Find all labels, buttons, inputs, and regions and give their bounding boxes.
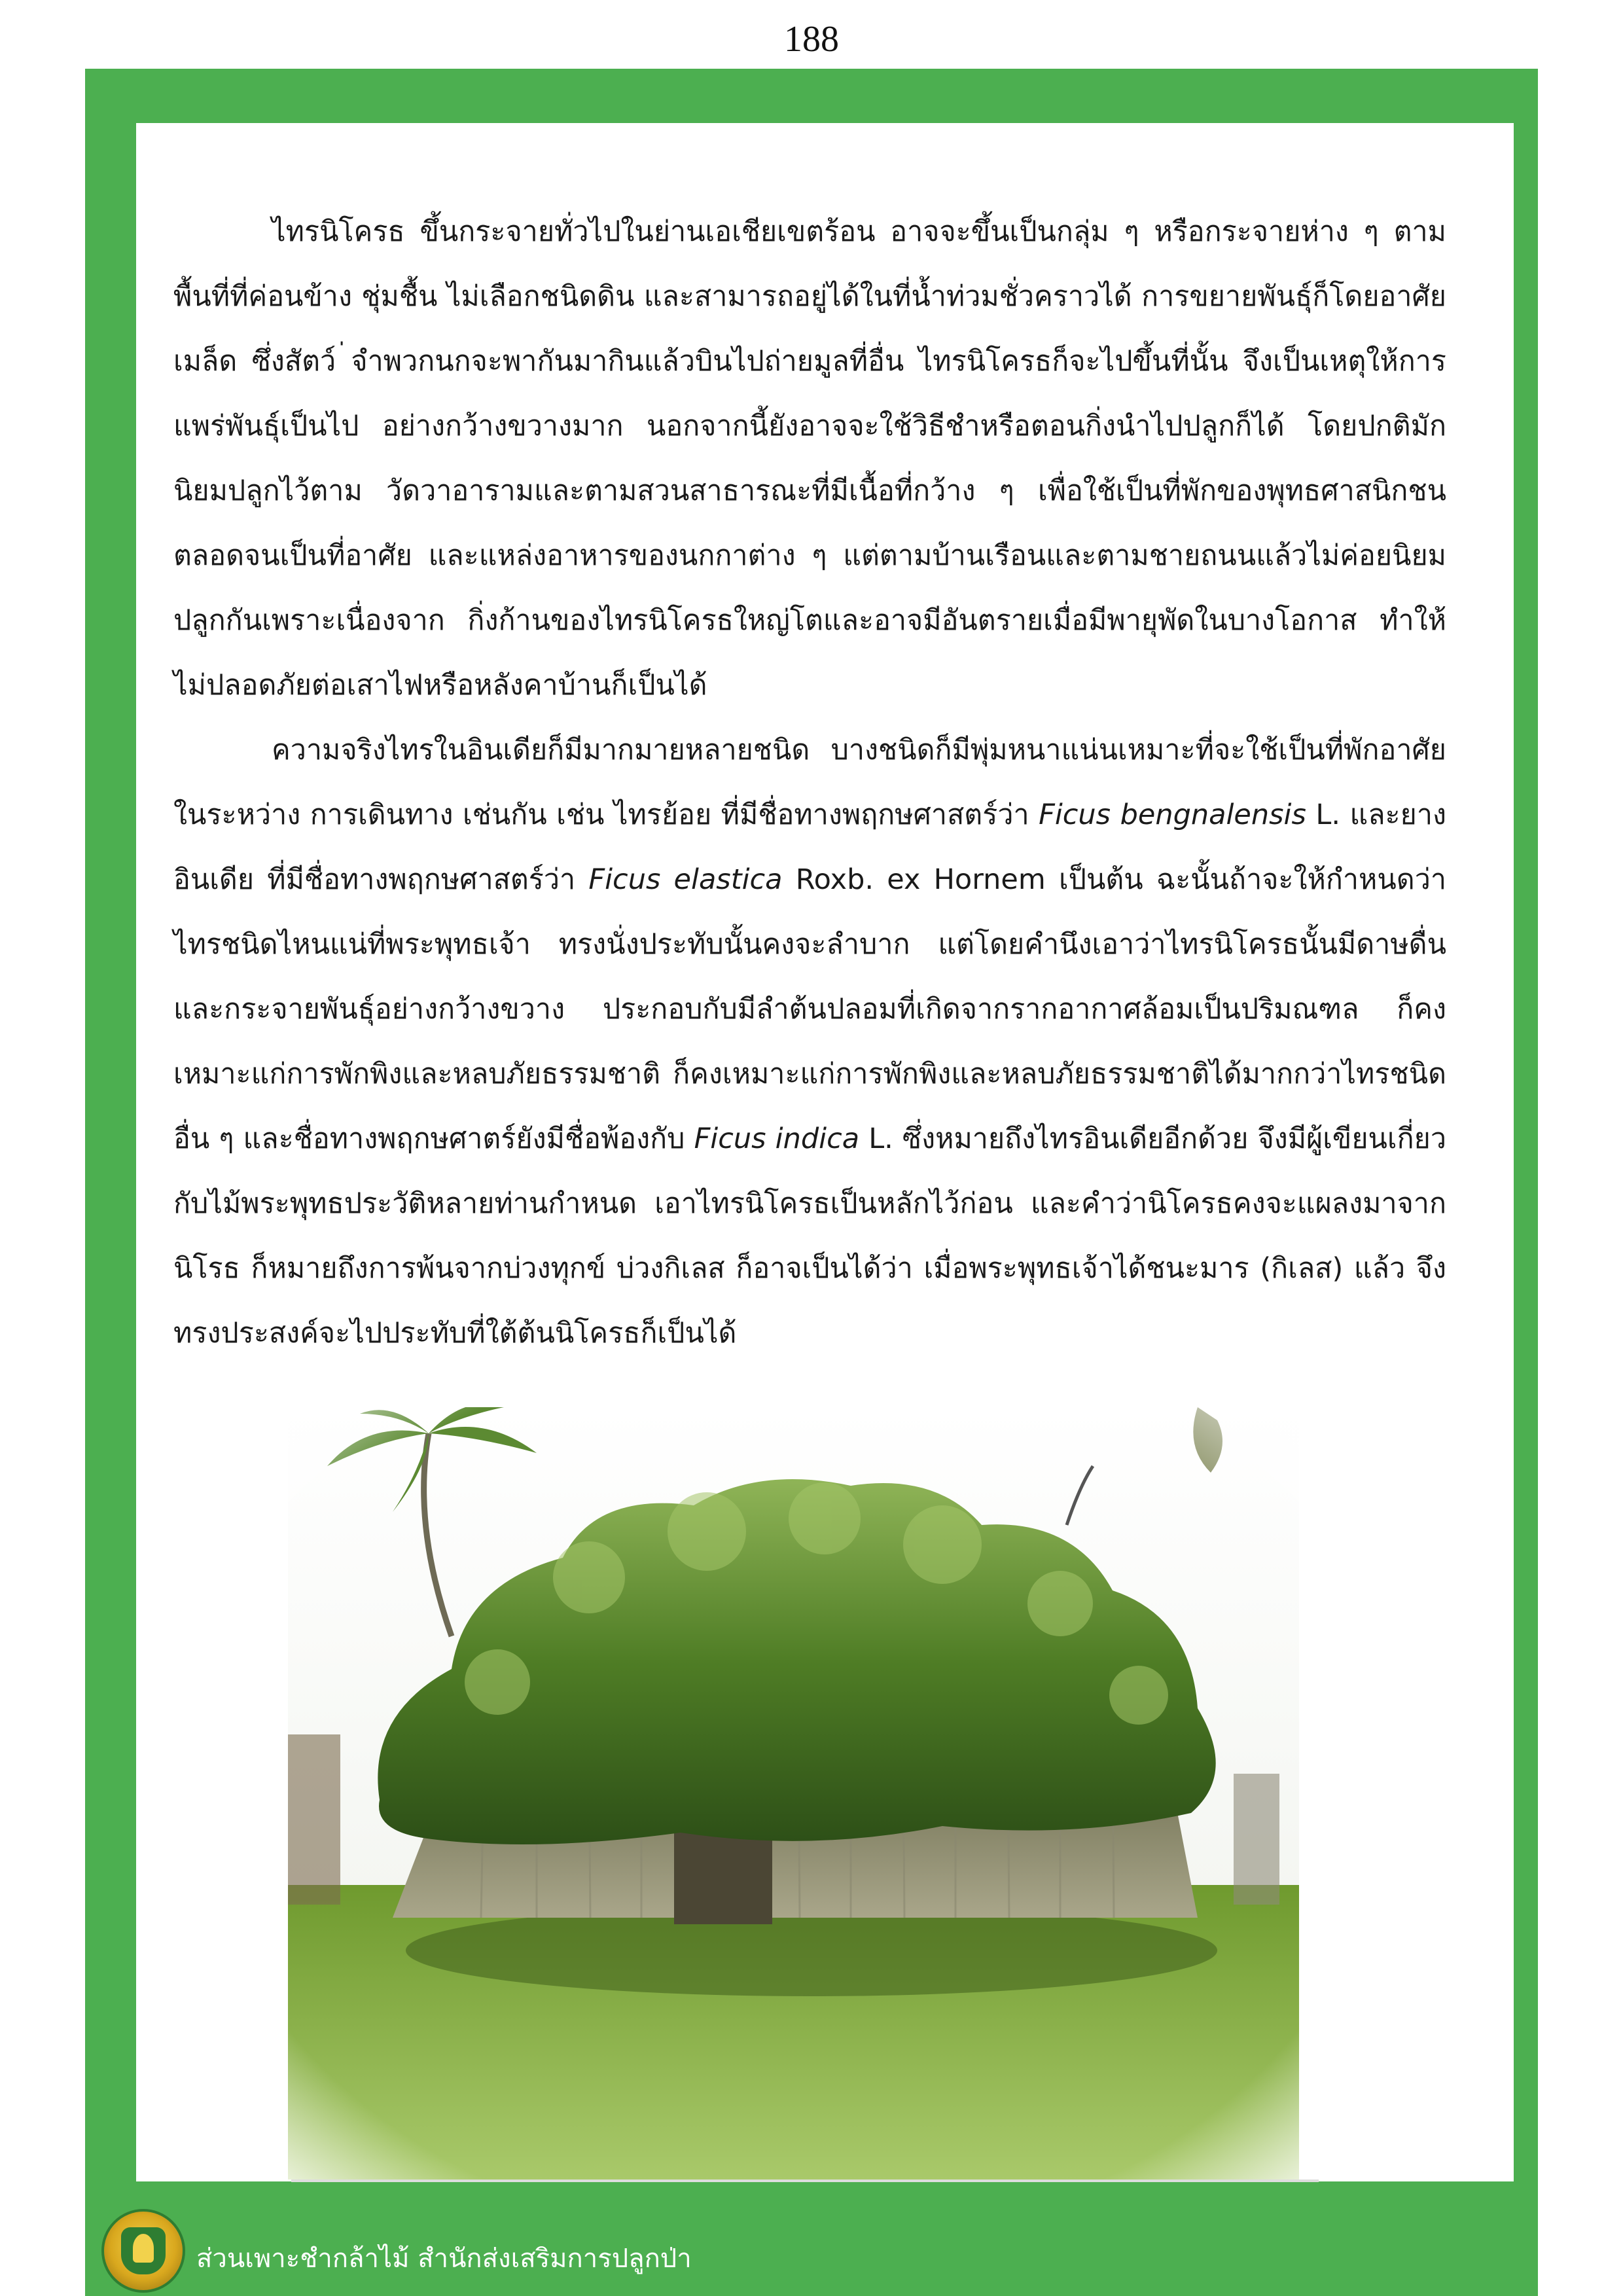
scientific-name-ficus-indica: Ficus indica bbox=[694, 1122, 860, 1155]
main-text bbox=[173, 200, 1446, 1366]
photo-baseline bbox=[291, 2179, 1319, 2182]
scientific-name-ficus-bengnalensis: Ficus bengnalensis bbox=[1039, 798, 1306, 831]
page-number: 188 bbox=[784, 19, 839, 60]
paragraph-2-part-3: Roxb. ex Hornem เป็นต้น ฉะนั้นถ้าจะให้กำหนดว่า ไทรชนิดไหนแน่ที่พระพุทธเจ้า ทรงนั่งประทับนั้นคงจะลำบาก แต่โดยคำนึงเอาว่าไทรนิโครธนั้นมีดาษดื่นและกระจายพันธุ์อย่างกว้างขวาง ประกอบกับมีลำต้นปลอมที่เกิดจากรากอากาศล้อมเป็นปริมณฑล ก็คงเหมาะแก่การพักพิงและหลบภัยธรรมชาติ ก็คงเหมาะแก่การพักพิงและหลบภัยธรรมชาติได้มากกว่าไทรชนิดอื่น ๆ และชื่อทางพฤกษศาตร์ยังมีชื่อพ้องกับ bbox=[173, 863, 1446, 1155]
banyan-tree-photo bbox=[288, 1407, 1299, 2179]
royal-forest-department-seal-icon bbox=[101, 2209, 185, 2293]
seal-emblem bbox=[121, 2227, 166, 2274]
paragraph-2-part-2: L. และยางอินเดีย ที่มีชื่อทางพฤกษศาสตร์ว่า bbox=[173, 798, 1446, 896]
paragraph-2-part-1: ความจริงไทรในอินเดียก็มีมากมายหลายชนิด บางชนิดก็มีพุ่มหนาแน่นเหมาะที่จะใช้เป็นที่พักอาศัยในระหว่าง การเดินทาง เช่นกัน เช่น ไทรย้อย ที่มีชื่อทางพฤกษศาสตร์ว่า bbox=[173, 734, 1446, 831]
footer-text: ส่วนเพาะชำกล้าไม้ สำนักส่งเสริมการปลูกป่า bbox=[196, 2244, 692, 2274]
seal-tree-icon bbox=[133, 2234, 154, 2263]
paragraph-2 bbox=[173, 718, 1446, 1366]
paragraph-2-part-4: L. ซึ่งหมายถึงไทรอินเดียอีกด้วย จึงมีผู้เขียนเกี่ยวกับไม้พระพุทธประวัติหลายท่านกำหนด เอาไทรนิโครธเป็นหลักไว้ก่อน และคำว่านิโครธคงจะแผลงมาจากนิโรธ ก็หมายถึงการพ้นจากบ่วงทุกข์ บ่วงกิเลส ก็อาจเป็นได้ว่า เมื่อพระพุทธเจ้าได้ชนะมาร (กิเลส) แล้ว จึงทรงประสงค์จะไปประทับที่ใต้ต้นนิโครธก็เป็นได้ bbox=[173, 1122, 1446, 1350]
paragraph-1: ไทรนิโครธ ขึ้นกระจายทั่วไปในย่านเอเชียเขตร้อน อาจจะขึ้นเป็นกลุ่ม ๆ หรือกระจายห่าง ๆ ตามพื้นที่ที่ค่อนข้าง ชุ่มชื้น ไม่เลือกชนิดดิน และสามารถอยู่ได้ในที่น้ำท่วมชั่วคราวได้ การขยายพันธุ์ก็โดยอาศัยเมล็ด ซึ่งสัตว์ ่จำพวกนกจะพากันมากินแล้วบินไปถ่ายมูลที่อื่น ไทรนิโครธก็จะไปขึ้นที่นั้น จึงเป็นเหตุให้การแพร่พันธุ์เป็นไป อย่างกว้างขวางมาก นอกจากนี้ยังอาจจะใช้วิธีชำหรือตอนกิ่งนำไปปลูกก็ได้ โดยปกติมักนิยมปลูกไว้ตาม วัดวาอารามและตามสวนสาธารณะที่มีเนื้อที่กว้าง ๆ เพื่อใช้เป็นที่พักของพุทธศาสนิกชน ตลอดจนเป็นที่อาศัย และแหล่งอาหารของนกกาต่าง ๆ แต่ตามบ้านเรือนและตามชายถนนแล้วไม่ค่อยนิยมปลูกกันเพราะเนื่องจาก กิ่งก้านของไทรนิโครธใหญ่โตและอาจมีอันตรายเมื่อมีพายุพัดในบางโอกาส ทำให้ไม่ปลอดภัยต่อเสาไฟหรือหลังคาบ้านก็เป็นได้ bbox=[173, 215, 1446, 702]
scientific-name-ficus-elastica: Ficus elastica bbox=[588, 863, 783, 896]
